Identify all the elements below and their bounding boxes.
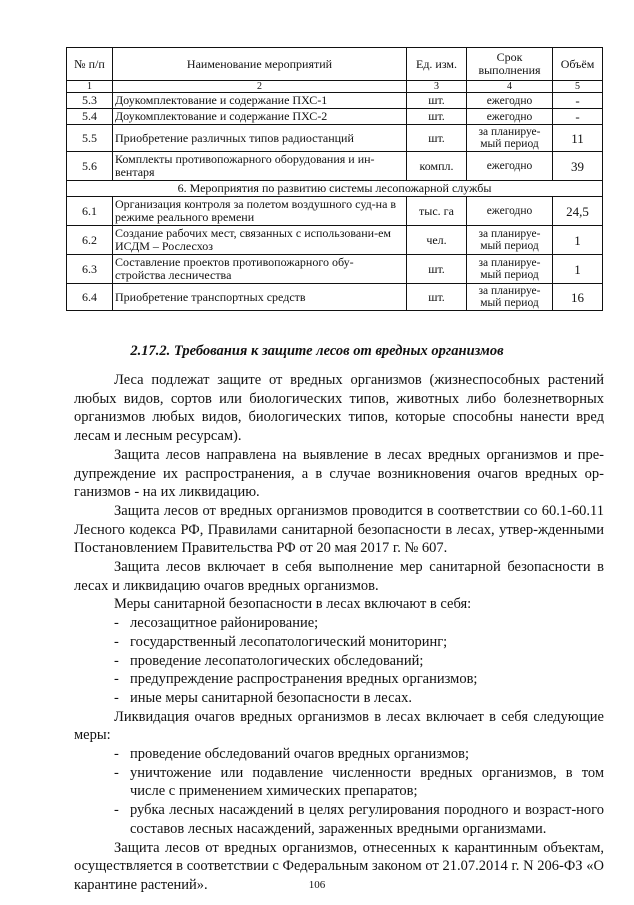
term-cell: за планируе-мый период: [467, 255, 553, 284]
list-item: - проведение обследований очагов вредных организмов;: [74, 745, 604, 764]
paragraph: Ликвидация очагов вредных организмов в лесах включает в себя следующие меры:: [74, 708, 604, 744]
unit-cell: шт.: [407, 109, 467, 125]
list-item: - уничтожение или подавление численности вредных организмов, в том числе с применением химических препаратов;: [74, 764, 604, 801]
term-cell: за планируе-мый период: [467, 226, 553, 255]
section-title-cell: 6. Мероприятия по развитию системы лесопожарной службы: [67, 181, 603, 197]
num-cell: 5.5: [67, 125, 113, 152]
vol-cell: 1: [553, 226, 603, 255]
name-cell: Приобретение различных типов радиостанций: [113, 125, 407, 152]
header-cell: Ед. изм.: [407, 48, 467, 81]
name-cell: Приобретение транспортных средств: [113, 284, 407, 311]
list-item: - проведение лесопатологических обследований;: [74, 652, 604, 671]
unit-cell: шт.: [407, 255, 467, 284]
header-cell: Объём: [553, 48, 603, 81]
unit-cell: тыс. га: [407, 197, 467, 226]
list-item: - лесозащитное районирование;: [74, 614, 604, 633]
list-item: - государственный лесопатологический мониторинг;: [74, 633, 604, 652]
term-cell: ежегодно: [467, 109, 553, 125]
table-row: [67, 93, 603, 109]
header-cell: № п/п: [67, 48, 113, 81]
table-row: [67, 226, 603, 255]
unit-cell: шт.: [407, 93, 467, 109]
index-cell: 3: [407, 81, 467, 93]
index-cell: 5: [553, 81, 603, 93]
list-item: - предупреждение распространения вредных организмов;: [74, 670, 604, 689]
num-cell: 6.4: [67, 284, 113, 311]
table-row: [67, 152, 603, 181]
header-cell: Срок выполнения: [467, 48, 553, 81]
term-cell: за планируе-мый период: [467, 284, 553, 311]
header-cell: Наименование мероприятий: [113, 48, 407, 81]
unit-cell: шт.: [407, 284, 467, 311]
paragraph: Защита лесов направлена на выявление в лесах вредных организмов и пре-дупреждение их распространения, а в случае возникновения очагов вредных ор-ганизмов - на их ликвидацию.: [74, 446, 604, 501]
num-cell: 6.3: [67, 255, 113, 284]
name-cell: Составление проектов противопожарного обу-стройства лесничества: [113, 255, 407, 284]
table-row: [67, 284, 603, 311]
list-item: - рубка лесных насаждений в целях регулирования породного и возраст-ного составов лесных насаждений, зараженных вредными организмами.: [74, 801, 604, 838]
sanitary-measures-list: [74, 614, 604, 708]
table-row: [67, 109, 603, 125]
index-cell: 1: [67, 81, 113, 93]
vol-cell: -: [553, 109, 603, 125]
table-index-row: [67, 81, 603, 93]
term-cell: ежегодно: [467, 152, 553, 181]
list-item: - иные меры санитарной безопасности в лесах.: [74, 689, 604, 708]
num-cell: 6.1: [67, 197, 113, 226]
name-cell: Доукомплектование и содержание ПХС-1: [113, 93, 407, 109]
name-cell: Создание рабочих мест, связанных с использовани-ем ИСДМ – Рослесхоз: [113, 226, 407, 255]
table-header-row: [67, 48, 603, 81]
vol-cell: 16: [553, 284, 603, 311]
vol-cell: 1: [553, 255, 603, 284]
name-cell: Организация контроля за полетом воздушного суд-на в режиме реального времени: [113, 197, 407, 226]
term-cell: ежегодно: [467, 93, 553, 109]
paragraph: Защита лесов от вредных организмов, отнесенных к карантинным объектам, осуществляется в соответствии с Федеральным законом от 21.07.2014 г. N 206-ФЗ «О карантине растений».: [74, 839, 604, 893]
table-row: [67, 197, 603, 226]
vol-cell: 39: [553, 152, 603, 181]
term-cell: за планируе-мый период: [467, 125, 553, 152]
liquidation-measures-list: [74, 745, 604, 839]
paragraph: Защита лесов от вредных организмов проводится в соответствии со 60.1-60.11 Лесного кодекса РФ, Правилами санитарной безопасности в лесах, утвер-жденными Постановлением Правительства РФ от 20 мая 2017 г. № 607.: [74, 502, 604, 557]
page-number: 106: [308, 879, 326, 891]
term-cell: ежегодно: [467, 197, 553, 226]
measures-table: [66, 47, 603, 311]
num-cell: 5.6: [67, 152, 113, 181]
section-heading: 2.17.2. Требования к защите лесов от вредных организмов: [130, 343, 504, 359]
num-cell: 5.3: [67, 93, 113, 109]
vol-cell: 11: [553, 125, 603, 152]
name-cell: Комплекты противопожарного оборудования и ин-вентаря: [113, 152, 407, 181]
paragraph: Защита лесов включает в себя выполнение мер санитарной безопасности в лесах и ликвидацию очагов вредных организмов.: [74, 559, 604, 594]
vol-cell: 24,5: [553, 197, 603, 226]
vol-cell: -: [553, 93, 603, 109]
table-section-row: [67, 181, 603, 197]
unit-cell: компл.: [407, 152, 467, 181]
unit-cell: чел.: [407, 226, 467, 255]
index-cell: 2: [113, 81, 407, 93]
table-body: [67, 93, 603, 311]
paragraph: Леса подлежат защите от вредных организмов (жизнеспособных растений любых видов, сортов или биологических типов, животных либо болезнетворных организмов любых видов, биологических типов, которые способны нанести вред лесам и лесным ресурсам).: [74, 372, 604, 445]
paragraph: Меры санитарной безопасности в лесах включают в себя:: [114, 596, 472, 613]
table-row: [67, 255, 603, 284]
name-cell: Доукомплектование и содержание ПХС-2: [113, 109, 407, 125]
table-row: [67, 125, 603, 152]
body-text: [74, 371, 604, 895]
index-cell: 4: [467, 81, 553, 93]
num-cell: 6.2: [67, 226, 113, 255]
unit-cell: шт.: [407, 125, 467, 152]
num-cell: 5.4: [67, 109, 113, 125]
